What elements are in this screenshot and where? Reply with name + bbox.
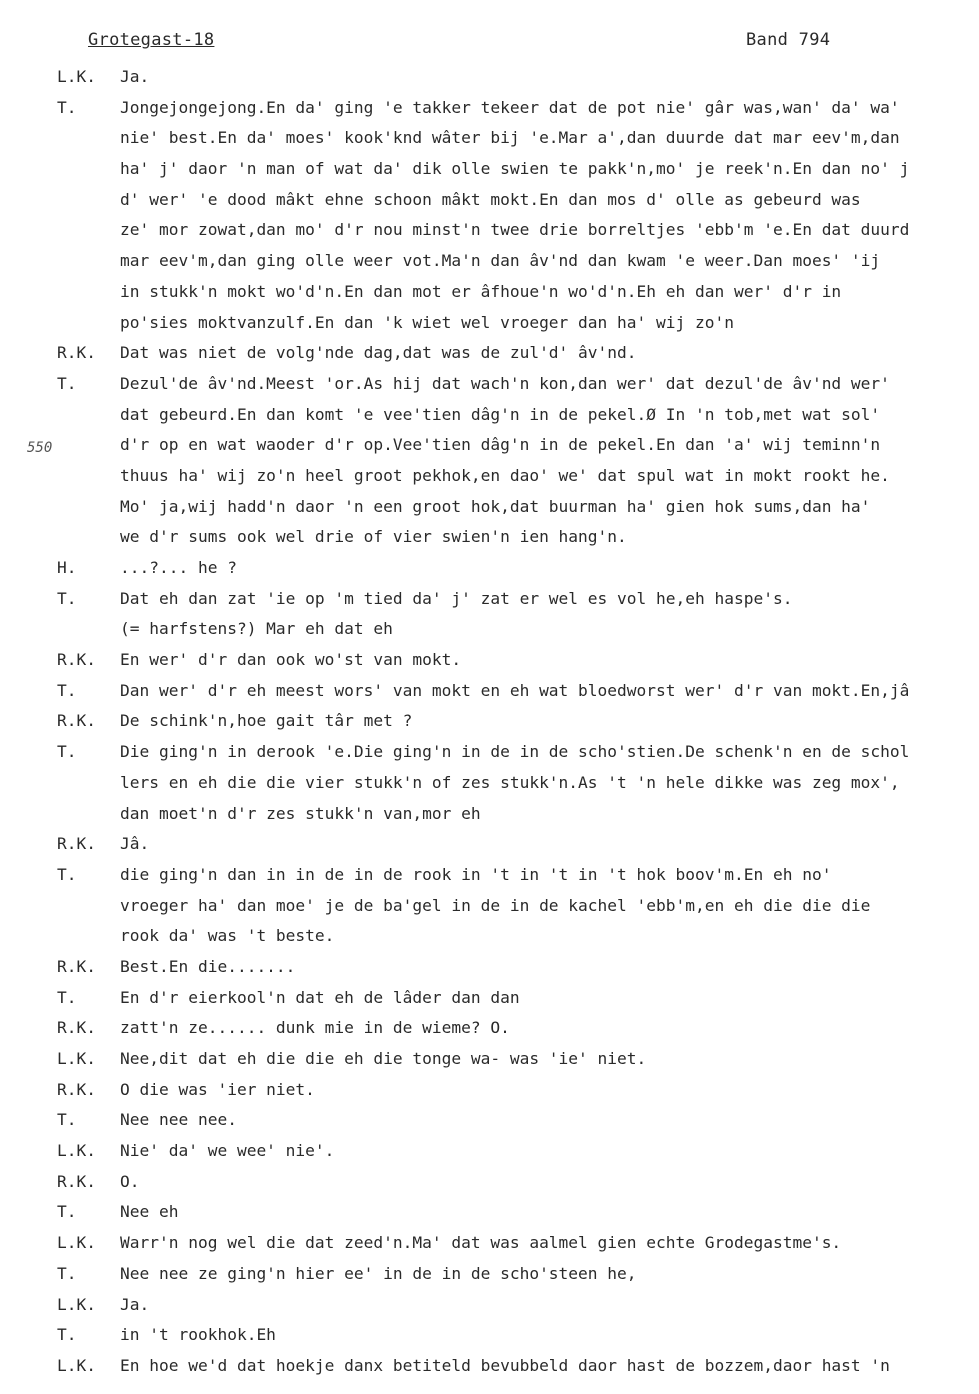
utterance-text: O. bbox=[120, 1171, 140, 1191]
utterance-text: Ja. bbox=[120, 1294, 150, 1314]
speaker-label: T. bbox=[57, 1263, 77, 1283]
utterance-text: Nie' da' we wee' nie'. bbox=[120, 1141, 335, 1161]
speaker-label: T. bbox=[57, 1202, 77, 1222]
transcript-line bbox=[0, 584, 979, 615]
utterance-text: En d'r eierkool'n dat eh de lâder dan dan bbox=[120, 987, 520, 1007]
utterance-text: po'sies moktvanzulf.En dan 'k wiet wel vroeger dan ha' wij zo'n bbox=[120, 312, 734, 332]
transcript-line bbox=[0, 400, 979, 431]
speaker-label: R.K. bbox=[57, 956, 96, 976]
transcript-line bbox=[0, 645, 979, 676]
utterance-text: d'r op en wat waoder d'r op.Vee'tien dâg'n in de pekel.En dan 'a' wij teminn'n bbox=[120, 435, 881, 455]
speaker-label: T. bbox=[57, 987, 77, 1007]
transcript-line bbox=[0, 215, 979, 246]
utterance-text: Dezul'de âv'nd.Meest 'or.As hij dat wach'n kon,dan wer' dat dezul'de âv'nd wer' bbox=[120, 373, 890, 393]
speaker-label: T. bbox=[57, 864, 77, 884]
transcript-line bbox=[0, 799, 979, 830]
transcript-line bbox=[0, 706, 979, 737]
utterance-text: (= harfstens?) Mar eh dat eh bbox=[120, 619, 393, 639]
speaker-label: T. bbox=[57, 1325, 77, 1345]
transcript-line bbox=[0, 492, 979, 523]
utterance-text: d' wer' 'e dood mâkt ehne schoon mâkt mokt.En dan mos d' olle as gebeurd was bbox=[120, 189, 861, 209]
speaker-label: L.K. bbox=[57, 1355, 96, 1375]
speaker-label: T. bbox=[57, 1110, 77, 1130]
transcript-line bbox=[0, 123, 979, 154]
transcript-line bbox=[0, 983, 979, 1014]
transcript-line bbox=[0, 430, 979, 461]
document-title: Grotegast-18 bbox=[88, 30, 215, 50]
utterance-text: rook da' was 't beste. bbox=[120, 926, 335, 946]
utterance-text: Nee,dit dat eh die die eh die tonge wa- was 'ie' niet. bbox=[120, 1049, 647, 1068]
transcript-line bbox=[0, 1075, 979, 1106]
transcript-line bbox=[0, 461, 979, 492]
speaker-label: R.K. bbox=[57, 711, 96, 731]
utterance-text: in stukk'n mokt wo'd'n.En dan mot er âfhoue'n wo'd'n.Eh eh dan wer' d'r in bbox=[120, 281, 842, 301]
utterance-text: nie' best.En da' moes' kook'knd wâter bij 'e.Mar a',dan duurde dat mar eev'm,dan bbox=[120, 128, 900, 148]
speaker-label: L.K. bbox=[57, 1141, 96, 1161]
speaker-label: R.K. bbox=[57, 343, 96, 363]
utterance-text: dat gebeurd.En dan komt 'e vee'tien dâg'n in de pekel.Ø In 'n tob,met wat sol' bbox=[120, 404, 881, 424]
utterance-text: Dat was niet de volg'nde dag,dat was de zul'd' âv'nd. bbox=[120, 343, 637, 363]
utterance-text: Jongejongejong.En da' ging 'e takker tekeer dat de pot nie' gâr was,wan' da' wa' bbox=[120, 97, 900, 117]
utterance-text: zatt'n ze...... dunk mie in de wieme? O. bbox=[120, 1018, 510, 1038]
transcript-line bbox=[0, 1259, 979, 1290]
transcript-line bbox=[0, 154, 979, 185]
speaker-label: T. bbox=[57, 97, 77, 117]
transcript-line bbox=[0, 277, 979, 308]
utterance-text: vroeger ha' dan moe' je de ba'gel in de in de kachel 'ebb'm,en eh die die die bbox=[120, 895, 871, 915]
speaker-label: L.K. bbox=[57, 67, 96, 86]
transcript-line bbox=[0, 1351, 979, 1382]
speaker-label: H. bbox=[57, 558, 77, 577]
utterance-text: Best.En die....... bbox=[120, 956, 296, 976]
utterance-text: Warr'n nog wel die dat zeed'n.Ma' dat was aalmel gien echte Grodegastme's. bbox=[120, 1233, 842, 1253]
transcript-line bbox=[0, 737, 979, 768]
transcript-line bbox=[0, 62, 979, 93]
utterance-text: Dan wer' d'r eh meest wors' van mokt en eh wat bloedworst wer' d'r van mokt.En,jâ bbox=[120, 680, 910, 700]
handwritten-margin-note: 550 bbox=[27, 440, 53, 456]
utterance-text: Ja. bbox=[120, 67, 150, 86]
transcript-line bbox=[0, 553, 979, 584]
speaker-label: R.K. bbox=[57, 834, 96, 854]
speaker-label: T. bbox=[57, 742, 77, 762]
utterance-text: Die ging'n in derook 'e.Die ging'n in de in de scho'stien.De schenk'n en de schol bbox=[120, 742, 910, 762]
transcript-line bbox=[0, 921, 979, 952]
transcript-body bbox=[0, 62, 979, 1382]
speaker-label: R.K. bbox=[57, 1018, 96, 1038]
utterance-text: mar eev'm,dan ging olle weer vot.Ma'n dan âv'nd dan kwam 'e weer.Dan moes' 'ij bbox=[120, 251, 881, 271]
transcript-line bbox=[0, 829, 979, 860]
transcript-line bbox=[0, 676, 979, 707]
transcript-line bbox=[0, 1167, 979, 1198]
transcript-line bbox=[0, 952, 979, 983]
transcript-line bbox=[0, 1320, 979, 1351]
speaker-label: R.K. bbox=[57, 650, 96, 670]
transcript-line bbox=[0, 308, 979, 339]
utterance-text: ze' mor zowat,dan mo' d'r nou minst'n twee drie borreltjes 'ebb'm 'e.En dat duurd bbox=[120, 220, 910, 240]
transcript-line bbox=[0, 93, 979, 124]
utterance-text: Nee eh bbox=[120, 1202, 179, 1222]
transcript-line bbox=[0, 1197, 979, 1228]
utterance-text: Jâ. bbox=[120, 834, 150, 854]
utterance-text: De schink'n,hoe gait târ met ? bbox=[120, 711, 413, 731]
transcript-line bbox=[0, 891, 979, 922]
transcript-line bbox=[0, 768, 979, 799]
utterance-text: we d'r sums ook wel drie of vier swien'n ien hang'n. bbox=[120, 527, 627, 547]
transcript-line bbox=[0, 1013, 979, 1044]
transcript-line bbox=[0, 338, 979, 369]
speaker-label: R.K. bbox=[57, 1171, 96, 1191]
transcript-line bbox=[0, 522, 979, 553]
speaker-label: L.K. bbox=[57, 1233, 96, 1253]
utterance-text: Nee nee ze ging'n hier ee' in de in de scho'steen he, bbox=[120, 1263, 637, 1283]
transcript-line bbox=[0, 860, 979, 891]
utterance-text: Mo' ja,wij hadd'n daor 'n een groot hok,dat buurman ha' gien hok sums,dan ha' bbox=[120, 496, 871, 516]
transcript-line bbox=[0, 614, 979, 645]
utterance-text: die ging'n dan in in de in de rook in 't in 't in 't hok boov'm.En eh no' bbox=[120, 864, 832, 884]
transcript-line bbox=[0, 1044, 979, 1075]
utterance-text: thuus ha' wij zo'n heel groot pekhok,en dao' we' dat spul wat in mokt rookt he. bbox=[120, 465, 890, 485]
speaker-label: L.K. bbox=[57, 1294, 96, 1314]
utterance-text: lers en eh die die vier stukk'n of zes stukk'n.As 't 'n hele dikke was zeg mox', bbox=[120, 772, 900, 792]
utterance-text: O die was 'ier niet. bbox=[120, 1079, 315, 1099]
transcript-line bbox=[0, 1290, 979, 1321]
utterance-text: En wer' d'r dan ook wo'st van mokt. bbox=[120, 650, 462, 670]
transcript-line bbox=[0, 1228, 979, 1259]
utterance-text: En hoe we'd dat hoekje danx betiteld bevubbeld daor hast de bozzem,daor hast 'n bbox=[120, 1355, 890, 1375]
transcript-line bbox=[0, 1105, 979, 1136]
utterance-text: Nee nee nee. bbox=[120, 1110, 237, 1130]
utterance-text: Dat eh dan zat 'ie op 'm tied da' j' zat er wel es vol he,eh haspe's. bbox=[120, 588, 793, 608]
utterance-text: dan moet'n d'r zes stukk'n van,mor eh bbox=[120, 803, 481, 823]
speaker-label: R.K. bbox=[57, 1079, 96, 1099]
transcript-line bbox=[0, 185, 979, 216]
speaker-label: T. bbox=[57, 373, 77, 393]
transcript-line bbox=[0, 246, 979, 277]
speaker-label: T. bbox=[57, 588, 77, 608]
speaker-label: T. bbox=[57, 680, 77, 700]
band-number: Band 794 bbox=[746, 30, 831, 50]
utterance-text: ...?... he ? bbox=[120, 558, 237, 577]
speaker-label: L.K. bbox=[57, 1049, 96, 1068]
utterance-text: in 't rookhok.Eh bbox=[120, 1325, 276, 1345]
utterance-text: ha' j' daor 'n man of wat da' dik olle swien te pakk'n,mo' je reek'n.En dan no' j bbox=[120, 159, 910, 179]
transcript-line bbox=[0, 369, 979, 400]
transcript-line bbox=[0, 1136, 979, 1167]
